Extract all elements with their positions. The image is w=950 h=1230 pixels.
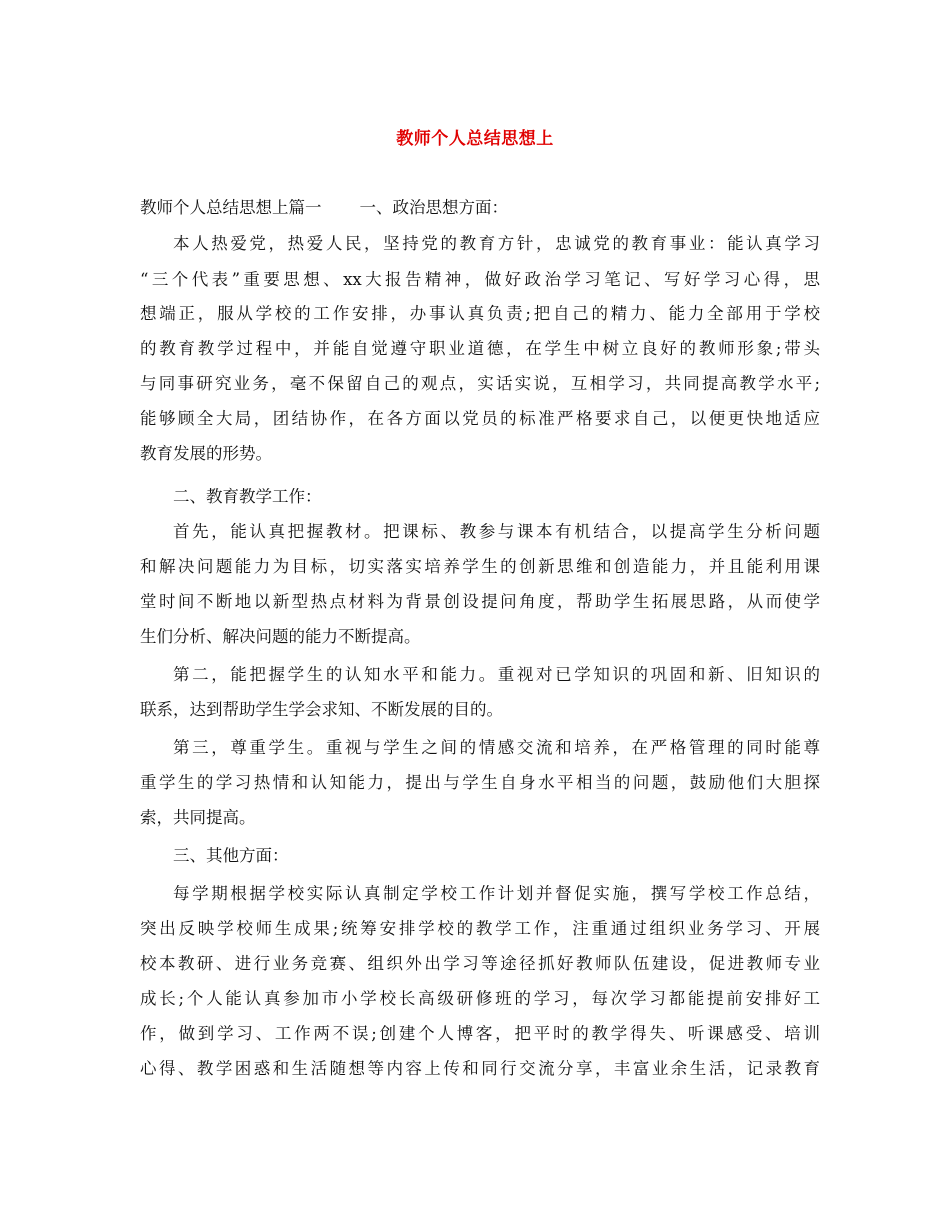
text-line: 堂时间不断地以新型热点材料为背景创设提问角度，帮助学生拓展思路，从而使学 [140, 592, 820, 611]
text-line: 教育发展的形势。 [140, 444, 272, 463]
text-line: 突出反映学校师生成果;统筹安排学校的教学工作，注重通过组织业务学习、开展 [140, 919, 820, 938]
text-line: 本人热爱党，热爱人民，坚持党的教育方针，忠诚党的教育事业：能认真学习 [173, 234, 820, 253]
heading-left: 教师个人总结思想上篇一 [140, 198, 322, 217]
text-line: 第二，能把握学生的认知水平和能力。重视对已学知识的巩固和新、旧知识的 [173, 665, 820, 684]
text-line: 每学期根据学校实际认真制定学校工作计划并督促实施，撰写学校工作总结， [173, 884, 820, 903]
section-heading [140, 192, 820, 224]
text-line: “三个代表”重要思想、xx大报告精神，做好政治学习笔记、写好学习心得，思 [140, 270, 820, 289]
page-title: 教师个人总结思想上 [396, 129, 554, 149]
text-line: 联系，达到帮助学生学会求知、不断发展的目的。 [140, 700, 503, 719]
text-line: 与同事研究业务，毫不保留自己的观点，实话实说，互相学习，共同提高教学水平; [140, 374, 820, 393]
text-line: 生们分析、解决问题的能力不断提高。 [140, 627, 421, 646]
heading-right: 一、政治思想方面： [359, 198, 508, 217]
section-heading: 三、其他方面： [173, 846, 289, 865]
text-line: 成长;个人能认真参加市小学校长高级研修班的学习，每次学习都能提前安排好工 [140, 989, 820, 1008]
text-line: 能够顾全大局，团结协作，在各方面以党员的标准严格要求自己，以便更快地适应 [140, 409, 820, 428]
text-line: 想端正，服从学校的工作安排，办事认真负责;把自己的精力、能力全部用于学校 [140, 304, 820, 323]
text-line: 的教育教学过程中，并能自觉遵守职业道德，在学生中树立良好的教师形象;带头 [140, 339, 820, 358]
text-line: 作，做到学习、工作两不误;创建个人博客，把平时的教学得失、听课感受、培训 [140, 1024, 820, 1043]
text-line: 第三，尊重学生。重视与学生之间的情感交流和培养，在严格管理的同时能尊 [173, 738, 820, 757]
text-line: 索，共同提高。 [140, 808, 256, 827]
text-line: 心得、教学困惑和生活随想等内容上传和同行交流分享，丰富业余生活，记录教育 [140, 1059, 820, 1078]
text-line: 和解决问题能力为目标，切实落实培养学生的创新思维和创造能力，并且能利用课 [140, 557, 820, 576]
section-heading: 二、教育教学工作： [173, 487, 322, 506]
text-line: 首先，能认真把握教材。把课标、教参与课本有机结合，以提高学生分析问题 [173, 522, 820, 541]
text-line: 重学生的学习热情和认知能力，提出与学生自身水平相当的问题，鼓励他们大胆探 [140, 773, 820, 792]
text-line: 校本教研、进行业务竞赛、组织外出学习等途径抓好教师队伍建设，促进教师专业 [140, 954, 820, 973]
